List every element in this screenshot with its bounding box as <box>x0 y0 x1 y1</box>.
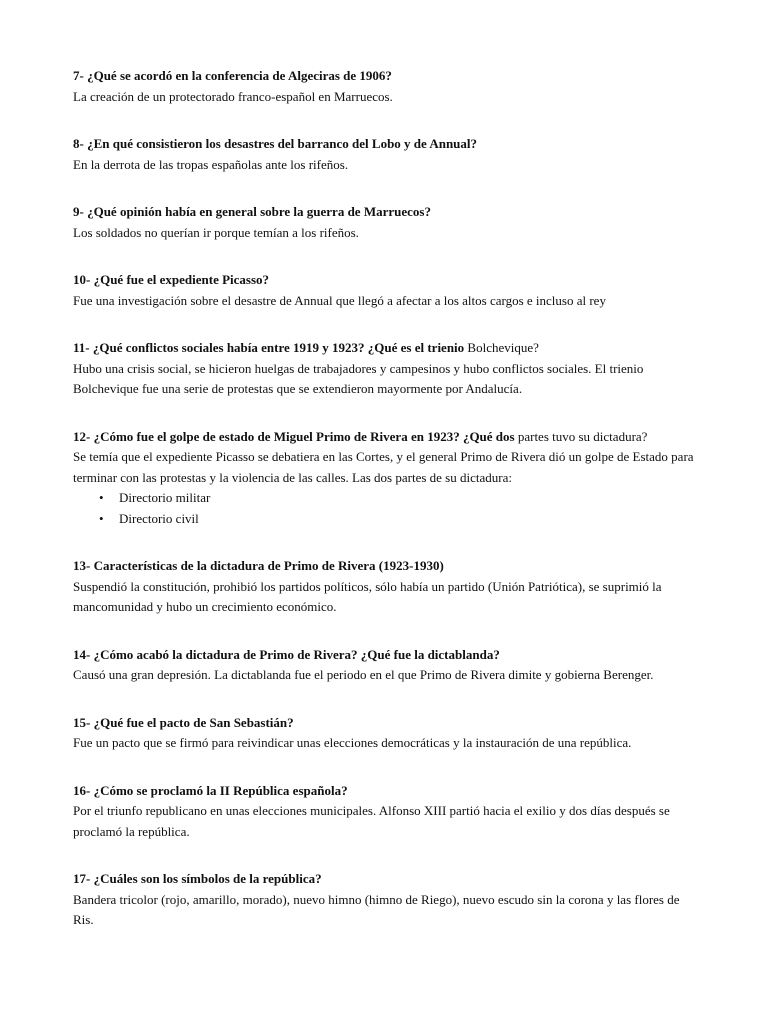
question-15 <box>73 713 698 734</box>
answer-10: Fue una investigación sobre el desastre de Annual que llegó a afectar a los altos cargos e incluso al rey <box>73 292 606 308</box>
question-14-bold: 14- ¿Cómo acabó la dictadura de Primo de Rivera? ¿Qué fue la dictablanda? <box>73 646 500 662</box>
question-13 <box>73 556 698 577</box>
question-15-bold: 15- ¿Qué fue el pacto de San Sebastián? <box>73 714 294 730</box>
question-16-bold: 16- ¿Cómo se proclamó la II República española? <box>73 782 348 798</box>
answer-9: Los soldados no querían ir porque temían a los rifeños. <box>73 224 359 240</box>
qa-item-10 <box>73 270 698 311</box>
dictadura-parts-list <box>73 488 698 529</box>
question-8-bold: 8- ¿En qué consistieron los desastres del barranco del Lobo y de Annual? <box>73 136 478 151</box>
question-10-bold: 10- ¿Qué fue el expediente Picasso? <box>73 272 270 287</box>
answer-17: Bandera tricolor (rojo, amarillo, morado), nuevo himno (himno de Riego), nuevo escudo sin la corona y las flores de Ris. <box>73 891 680 927</box>
list-item <box>99 509 698 530</box>
question-12-rest: partes tuvo su dictadura? <box>514 428 648 444</box>
question-7-bold: 7- ¿Qué se acordó en la conferencia de Algeciras de 1906? <box>73 68 392 83</box>
question-12 <box>73 427 698 448</box>
bullet-icon: • <box>99 510 104 526</box>
qa-item-9 <box>73 202 698 243</box>
answer-8: En la derrota de las tropas españolas ante los rifeños. <box>73 156 349 172</box>
qa-item-15 <box>73 713 698 754</box>
question-17 <box>73 869 698 890</box>
answer-13: Suspendió la constitución, prohibió los partidos políticos, sólo había un partido (Unión Patriótica), se suprimió la mancomunidad y hubo un crecimiento económico. <box>73 578 662 614</box>
list-item <box>99 488 698 509</box>
qa-item-11 <box>73 338 698 400</box>
document-page <box>73 66 698 958</box>
question-17-bold: 17- ¿Cuáles son los símbolos de la república? <box>73 871 322 886</box>
question-9 <box>73 202 698 223</box>
question-11-rest: Bolchevique? <box>464 340 539 355</box>
bullet-icon: • <box>99 490 104 505</box>
answer-16: Por el triunfo republicano en unas elecciones municipales. Alfonso XIII partió hacia el exilio y dos días después se proclamó la república. <box>73 803 670 839</box>
qa-item-17 <box>73 869 698 931</box>
qa-item-12 <box>73 427 698 530</box>
question-8 <box>73 134 698 155</box>
list-item-label: Directorio militar <box>119 490 211 505</box>
question-11 <box>73 338 698 359</box>
question-7 <box>73 66 698 87</box>
question-13-bold: 13- Características de la dictadura de Primo de Rivera (1923-1930) <box>73 558 444 573</box>
qa-item-13 <box>73 556 698 618</box>
question-10 <box>73 270 698 291</box>
question-12-bold: 12- ¿Cómo fue el golpe de estado de Miguel Primo de Rivera en 1923? ¿Qué dos <box>73 428 515 444</box>
answer-12: Se temía que el expediente Picasso se debatiera en las Cortes, y el general Primo de Rivera dió un golpe de Estado para terminar con las protestas y la violencia de las calles. Las dos partes de su dictadura: <box>73 449 694 485</box>
answer-11: Hubo una crisis social, se hicieron huelgas de trabajadores y campesinos y hubo conflictos sociales. El trienio Bolchevique fue una serie de protestas que se extendieron mayormente por Andalucía. <box>73 360 644 396</box>
qa-item-7 <box>73 66 698 107</box>
answer-14: Causó una gran depresión. La dictablanda fue el periodo en el que Primo de Rivera dimite y gobierna Berenger. <box>73 667 654 682</box>
qa-item-14 <box>73 645 698 686</box>
qa-item-8 <box>73 134 698 175</box>
list-item-label: Directorio civil <box>119 510 199 526</box>
qa-item-16 <box>73 781 698 843</box>
question-11-bold: 11- ¿Qué conflictos sociales había entre 1919 y 1923? ¿Qué es el trienio <box>73 340 465 355</box>
question-14 <box>73 645 698 666</box>
question-9-bold: 9- ¿Qué opinión había en general sobre la guerra de Marruecos? <box>73 204 431 219</box>
question-16 <box>73 781 698 802</box>
answer-15: Fue un pacto que se firmó para reivindicar unas elecciones democráticas y la instauración de una república. <box>73 735 632 750</box>
answer-7: La creación de un protectorado franco-español en Marruecos. <box>73 88 393 104</box>
